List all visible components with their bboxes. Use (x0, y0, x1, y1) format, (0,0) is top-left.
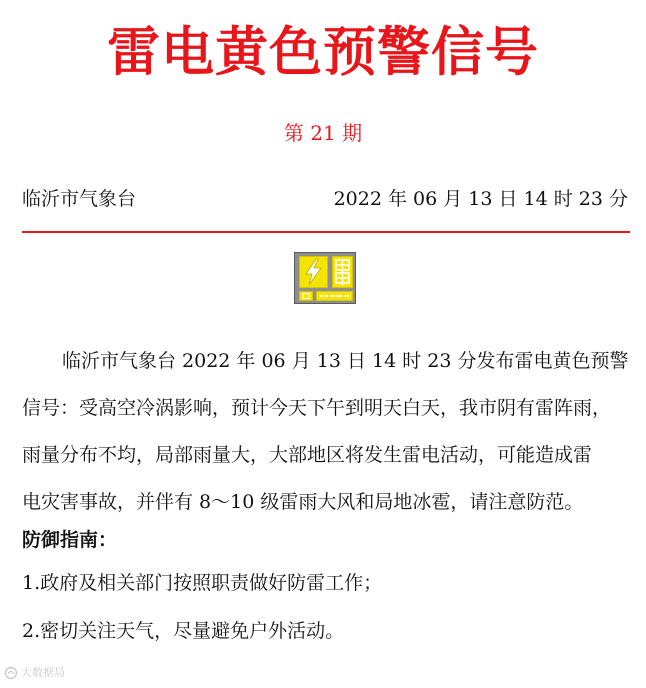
body-line: 电灾害事故，并伴有 8～10 级雷雨大风和局地冰雹，请注意防范。 (22, 491, 584, 513)
body-line: 信号：受高空冷涡影响，预计今天下午到明天白天，我市阴有雷阵雨， (22, 397, 612, 419)
badge-level-panel (299, 291, 313, 301)
badge-char-panel (332, 256, 353, 288)
red-divider (22, 231, 630, 233)
issue-number: 第 21 期 (283, 121, 363, 145)
watermark (4, 664, 65, 682)
level-char-icon (300, 292, 312, 300)
watermark-text: 大数据局 (21, 666, 65, 679)
lightning-yellow-badge (294, 252, 356, 304)
defense-guide-heading: 防御指南： (22, 529, 118, 551)
warning-body-text (22, 338, 632, 526)
lightning-label-icon (317, 292, 352, 300)
body-line: 雨量分布不均，局部雨量大，大部地区将发生雷电活动，可能造成雷 (22, 444, 593, 466)
issue-datetime: 2022 年 06 月 13 日 14 时 23 分 (333, 188, 628, 210)
badge-label-panel (316, 291, 353, 301)
body-line: 临沂市气象台 2022 年 06 月 13 日 14 时 23 分发布雷电黄色预警 (62, 350, 629, 372)
lightning-char-icon (333, 257, 352, 287)
watermark-logo-icon (4, 666, 18, 680)
lightning-bolt-icon (300, 257, 327, 287)
guide-item-1: 1.政府及相关部门按照职责做好防雷工作； (22, 572, 383, 594)
guide-item-2: 2.密切关注天气，尽量避免户外活动。 (22, 620, 345, 642)
issuer-name: 临沂市气象台 (22, 188, 137, 210)
badge-bolt-panel (299, 256, 328, 288)
warning-title: 雷电黄色预警信号 (107, 22, 539, 83)
